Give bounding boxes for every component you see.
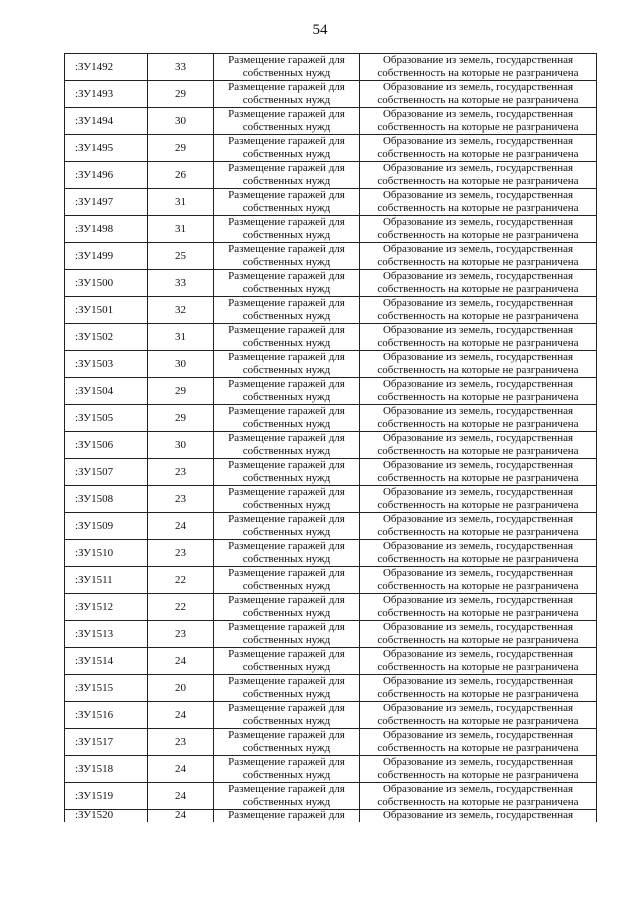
method-cell: [360, 297, 597, 324]
usage-line: собственных нужд: [242, 580, 331, 592]
usage-line: Размещение гаражей для: [228, 243, 345, 255]
usage-cell: [214, 432, 360, 459]
usage-line: собственных нужд: [242, 796, 331, 808]
method-line: собственность на которые не разграничена: [377, 553, 579, 565]
plot-id-cell: :ЗУ1513: [65, 621, 148, 648]
method-line: собственность на которые не разграничена: [377, 283, 579, 295]
method-line: Образование из земель, государственная: [382, 648, 574, 660]
plot-id-cell: :ЗУ1498: [65, 216, 148, 243]
usage-cell: [214, 648, 360, 675]
method-cell: [360, 216, 597, 243]
usage-cell: [214, 378, 360, 405]
method-line: Образование из земель, государственная: [382, 702, 574, 714]
usage-cell: [214, 756, 360, 783]
table-row: [65, 216, 597, 243]
land-plots-table: [64, 53, 597, 822]
usage-cell: [214, 486, 360, 513]
usage-cell: [214, 405, 360, 432]
usage-cell: [214, 81, 360, 108]
method-cell: [360, 324, 597, 351]
usage-line: Размещение гаражей для: [228, 809, 345, 821]
table-row: [65, 81, 597, 108]
plot-id-cell: :ЗУ1502: [65, 324, 148, 351]
usage-line: собственных нужд: [242, 256, 331, 268]
usage-line: собственных нужд: [242, 715, 331, 727]
table-row: [65, 459, 597, 486]
usage-line: Размещение гаражей для: [228, 513, 345, 525]
plot-area-cell: 32: [148, 297, 214, 324]
method-line: собственность на которые не разграничена: [377, 472, 579, 484]
usage-cell: [214, 243, 360, 270]
usage-line: собственных нужд: [242, 364, 331, 376]
plot-id-cell: :ЗУ1518: [65, 756, 148, 783]
plot-area-cell: 24: [148, 513, 214, 540]
method-line: Образование из земель, государственная: [382, 486, 574, 498]
table-row: [65, 756, 597, 783]
table-row: [65, 675, 597, 702]
method-cell: [360, 540, 597, 567]
method-line: собственность на которые не разграничена: [377, 148, 579, 160]
method-line: собственность на которые не разграничена: [377, 94, 579, 106]
plot-id-cell: :ЗУ1507: [65, 459, 148, 486]
method-line: Образование из земель, государственная: [382, 783, 574, 795]
plot-area-cell: 29: [148, 405, 214, 432]
usage-cell: [214, 729, 360, 756]
method-cell: [360, 702, 597, 729]
method-line: собственность на которые не разграничена: [377, 121, 579, 133]
usage-cell: [214, 675, 360, 702]
method-cell: [360, 189, 597, 216]
usage-line: Размещение гаражей для: [228, 486, 345, 498]
method-cell: [360, 810, 597, 823]
table-row: [65, 432, 597, 459]
usage-line: Размещение гаражей для: [228, 594, 345, 606]
method-line: Образование из земель, государственная: [382, 621, 574, 633]
plot-id-cell: :ЗУ1519: [65, 783, 148, 810]
plot-area-cell: 22: [148, 567, 214, 594]
method-line: собственность на которые не разграничена: [377, 67, 579, 79]
method-cell: [360, 675, 597, 702]
method-line: Образование из земель, государственная: [382, 324, 574, 336]
usage-line: собственных нужд: [242, 688, 331, 700]
usage-line: Размещение гаражей для: [228, 108, 345, 120]
method-line: собственность на которые не разграничена: [377, 526, 579, 538]
table-row: [65, 621, 597, 648]
method-line: Образование из земель, государственная: [382, 756, 574, 768]
plot-area-cell: 31: [148, 216, 214, 243]
table-row: [65, 189, 597, 216]
table-row: [65, 270, 597, 297]
table-row: [65, 648, 597, 675]
method-cell: [360, 54, 597, 81]
usage-line: собственных нужд: [242, 634, 331, 646]
plot-id-cell: :ЗУ1500: [65, 270, 148, 297]
method-cell: [360, 783, 597, 810]
plot-id-cell: :ЗУ1499: [65, 243, 148, 270]
method-line: Образование из земель, государственная: [382, 270, 574, 282]
usage-line: Размещение гаражей для: [228, 432, 345, 444]
method-cell: [360, 729, 597, 756]
usage-line: Размещение гаражей для: [228, 324, 345, 336]
method-cell: [360, 756, 597, 783]
usage-line: Размещение гаражей для: [228, 783, 345, 795]
method-cell: [360, 405, 597, 432]
plot-id-cell: :ЗУ1496: [65, 162, 148, 189]
method-cell: [360, 513, 597, 540]
table-row: [65, 324, 597, 351]
table-row: [65, 810, 597, 823]
method-line: собственность на которые не разграничена: [377, 256, 579, 268]
plot-area-cell: 24: [148, 756, 214, 783]
method-line: собственность на которые не разграничена: [377, 607, 579, 619]
method-line: Образование из земель, государственная: [382, 432, 574, 444]
usage-line: собственных нужд: [242, 499, 331, 511]
table-row: [65, 378, 597, 405]
usage-line: собственных нужд: [242, 337, 331, 349]
usage-line: Размещение гаражей для: [228, 189, 345, 201]
plot-area-cell: 25: [148, 243, 214, 270]
method-line: Образование из земель, государственная: [382, 189, 574, 201]
plot-area-cell: 23: [148, 621, 214, 648]
plot-area-cell: 23: [148, 486, 214, 513]
method-line: Образование из земель, государственная: [382, 405, 574, 417]
usage-cell: [214, 810, 360, 823]
plot-area-cell: 29: [148, 378, 214, 405]
plot-id-cell: :ЗУ1517: [65, 729, 148, 756]
method-line: Образование из земель, государственная: [382, 567, 574, 579]
method-cell: [360, 162, 597, 189]
usage-line: Размещение гаражей для: [228, 405, 345, 417]
usage-cell: [214, 297, 360, 324]
method-line: собственность на которые не разграничена: [377, 364, 579, 376]
method-line: Образование из земель, государственная: [382, 243, 574, 255]
usage-line: Размещение гаражей для: [228, 81, 345, 93]
method-line: Образование из земель, государственная: [382, 729, 574, 741]
usage-line: Размещение гаражей для: [228, 297, 345, 309]
plot-id-cell: :ЗУ1506: [65, 432, 148, 459]
method-line: Образование из земель, государственная: [382, 297, 574, 309]
usage-line: собственных нужд: [242, 67, 331, 79]
usage-line: Размещение гаражей для: [228, 459, 345, 471]
table-row: [65, 108, 597, 135]
plot-area-cell: 33: [148, 54, 214, 81]
usage-line: собственных нужд: [242, 283, 331, 295]
plot-id-cell: :ЗУ1514: [65, 648, 148, 675]
method-line: собственность на которые не разграничена: [377, 445, 579, 457]
table-row: [65, 351, 597, 378]
method-line: собственность на которые не разграничена: [377, 418, 579, 430]
plot-id-cell: :ЗУ1493: [65, 81, 148, 108]
usage-line: собственных нужд: [242, 148, 331, 160]
usage-line: собственных нужд: [242, 121, 331, 133]
plot-id-cell: :ЗУ1516: [65, 702, 148, 729]
usage-cell: [214, 621, 360, 648]
table-row: [65, 405, 597, 432]
plot-area-cell: 31: [148, 189, 214, 216]
usage-line: собственных нужд: [242, 175, 331, 187]
method-line: Образование из земель, государственная: [382, 135, 574, 147]
method-cell: [360, 351, 597, 378]
plot-area-cell: 30: [148, 351, 214, 378]
table-row: [65, 513, 597, 540]
usage-line: Размещение гаражей для: [228, 270, 345, 282]
usage-line: Размещение гаражей для: [228, 756, 345, 768]
usage-line: Размещение гаражей для: [228, 702, 345, 714]
table-row: [65, 243, 597, 270]
plot-id-cell: :ЗУ1520: [65, 810, 148, 823]
table-row: [65, 297, 597, 324]
method-line: Образование из земель, государственная: [382, 809, 574, 821]
method-line: Образование из земель, государственная: [382, 675, 574, 687]
method-cell: [360, 594, 597, 621]
usage-cell: [214, 351, 360, 378]
plot-id-cell: :ЗУ1505: [65, 405, 148, 432]
method-line: Образование из земель, государственная: [382, 81, 574, 93]
method-line: собственность на которые не разграничена: [377, 337, 579, 349]
plot-area-cell: 29: [148, 135, 214, 162]
method-line: Образование из земель, государственная: [382, 513, 574, 525]
plot-id-cell: :ЗУ1509: [65, 513, 148, 540]
method-line: Образование из земель, государственная: [382, 162, 574, 174]
table-row: [65, 135, 597, 162]
plot-id-cell: :ЗУ1495: [65, 135, 148, 162]
usage-line: Размещение гаражей для: [228, 135, 345, 147]
method-line: собственность на которые не разграничена: [377, 580, 579, 592]
method-line: собственность на которые не разграничена: [377, 634, 579, 646]
usage-cell: [214, 594, 360, 621]
method-line: собственность на которые не разграничена: [377, 742, 579, 754]
method-line: собственность на которые не разграничена: [377, 229, 579, 241]
table-row: [65, 594, 597, 621]
usage-line: Размещение гаражей для: [228, 540, 345, 552]
plot-area-cell: 30: [148, 432, 214, 459]
plot-id-cell: :ЗУ1501: [65, 297, 148, 324]
plot-id-cell: :ЗУ1504: [65, 378, 148, 405]
plot-area-cell: 23: [148, 729, 214, 756]
method-cell: [360, 108, 597, 135]
method-line: собственность на которые не разграничена: [377, 661, 579, 673]
method-line: собственность на которые не разграничена: [377, 175, 579, 187]
usage-line: собственных нужд: [242, 391, 331, 403]
usage-line: Размещение гаражей для: [228, 351, 345, 363]
usage-line: собственных нужд: [242, 526, 331, 538]
plot-area-cell: 24: [148, 810, 214, 823]
usage-cell: [214, 189, 360, 216]
method-cell: [360, 243, 597, 270]
usage-line: Размещение гаражей для: [228, 54, 345, 66]
plot-area-cell: 30: [148, 108, 214, 135]
usage-line: Размещение гаражей для: [228, 648, 345, 660]
method-cell: [360, 432, 597, 459]
usage-cell: [214, 135, 360, 162]
plot-area-cell: 24: [148, 702, 214, 729]
table-row: [65, 540, 597, 567]
plot-area-cell: 26: [148, 162, 214, 189]
method-line: собственность на которые не разграничена: [377, 310, 579, 322]
usage-line: собственных нужд: [242, 742, 331, 754]
table-row: [65, 162, 597, 189]
usage-line: собственных нужд: [242, 310, 331, 322]
method-line: Образование из земель, государственная: [382, 54, 574, 66]
table-row: [65, 729, 597, 756]
usage-cell: [214, 567, 360, 594]
method-line: Образование из земель, государственная: [382, 216, 574, 228]
plot-id-cell: :ЗУ1494: [65, 108, 148, 135]
plot-id-cell: :ЗУ1492: [65, 54, 148, 81]
usage-line: собственных нужд: [242, 661, 331, 673]
usage-line: Размещение гаражей для: [228, 729, 345, 741]
method-line: Образование из земель, государственная: [382, 378, 574, 390]
method-line: собственность на которые не разграничена: [377, 499, 579, 511]
plot-area-cell: 29: [148, 81, 214, 108]
plot-id-cell: :ЗУ1511: [65, 567, 148, 594]
plot-area-cell: 20: [148, 675, 214, 702]
method-line: Образование из земель, государственная: [382, 540, 574, 552]
usage-cell: [214, 459, 360, 486]
usage-cell: [214, 54, 360, 81]
table-row: [65, 486, 597, 513]
method-cell: [360, 648, 597, 675]
usage-line: собственных нужд: [242, 418, 331, 430]
plot-area-cell: 23: [148, 540, 214, 567]
table-row: [65, 702, 597, 729]
usage-line: собственных нужд: [242, 94, 331, 106]
plot-area-cell: 24: [148, 783, 214, 810]
usage-cell: [214, 783, 360, 810]
usage-line: собственных нужд: [242, 553, 331, 565]
usage-cell: [214, 702, 360, 729]
usage-cell: [214, 270, 360, 297]
plot-area-cell: 23: [148, 459, 214, 486]
method-cell: [360, 135, 597, 162]
usage-line: собственных нужд: [242, 445, 331, 457]
plot-area-cell: 24: [148, 648, 214, 675]
method-line: собственность на которые не разграничена: [377, 796, 579, 808]
usage-line: собственных нужд: [242, 202, 331, 214]
plot-area-cell: 33: [148, 270, 214, 297]
usage-line: Размещение гаражей для: [228, 216, 345, 228]
table-row: [65, 567, 597, 594]
table-row: [65, 783, 597, 810]
method-cell: [360, 621, 597, 648]
method-line: Образование из земель, государственная: [382, 594, 574, 606]
method-cell: [360, 378, 597, 405]
usage-cell: [214, 216, 360, 243]
method-line: Образование из земель, государственная: [382, 108, 574, 120]
plot-id-cell: :ЗУ1503: [65, 351, 148, 378]
usage-line: Размещение гаражей для: [228, 567, 345, 579]
plot-id-cell: :ЗУ1512: [65, 594, 148, 621]
usage-line: Размещение гаражей для: [228, 162, 345, 174]
usage-line: Размещение гаражей для: [228, 621, 345, 633]
usage-line: собственных нужд: [242, 472, 331, 484]
usage-line: Размещение гаражей для: [228, 378, 345, 390]
usage-cell: [214, 324, 360, 351]
table-row: [65, 54, 597, 81]
method-cell: [360, 486, 597, 513]
method-cell: [360, 459, 597, 486]
method-cell: [360, 270, 597, 297]
plot-id-cell: :ЗУ1510: [65, 540, 148, 567]
plot-id-cell: :ЗУ1497: [65, 189, 148, 216]
method-line: собственность на которые не разграничена: [377, 202, 579, 214]
plot-area-cell: 31: [148, 324, 214, 351]
method-line: Образование из земель, государственная: [382, 351, 574, 363]
method-cell: [360, 567, 597, 594]
usage-cell: [214, 162, 360, 189]
table-body: [65, 54, 597, 823]
method-line: собственность на которые не разграничена: [377, 769, 579, 781]
usage-cell: [214, 108, 360, 135]
method-cell: [360, 81, 597, 108]
method-line: собственность на которые не разграничена: [377, 688, 579, 700]
usage-line: собственных нужд: [242, 229, 331, 241]
plot-id-cell: :ЗУ1515: [65, 675, 148, 702]
method-line: Образование из земель, государственная: [382, 459, 574, 471]
usage-line: Размещение гаражей для: [228, 675, 345, 687]
plot-area-cell: 22: [148, 594, 214, 621]
page-number: 54: [312, 22, 328, 38]
method-line: собственность на которые не разграничена: [377, 391, 579, 403]
usage-line: собственных нужд: [242, 769, 331, 781]
method-line: собственность на которые не разграничена: [377, 715, 579, 727]
usage-cell: [214, 513, 360, 540]
usage-cell: [214, 540, 360, 567]
plot-id-cell: :ЗУ1508: [65, 486, 148, 513]
usage-line: собственных нужд: [242, 607, 331, 619]
